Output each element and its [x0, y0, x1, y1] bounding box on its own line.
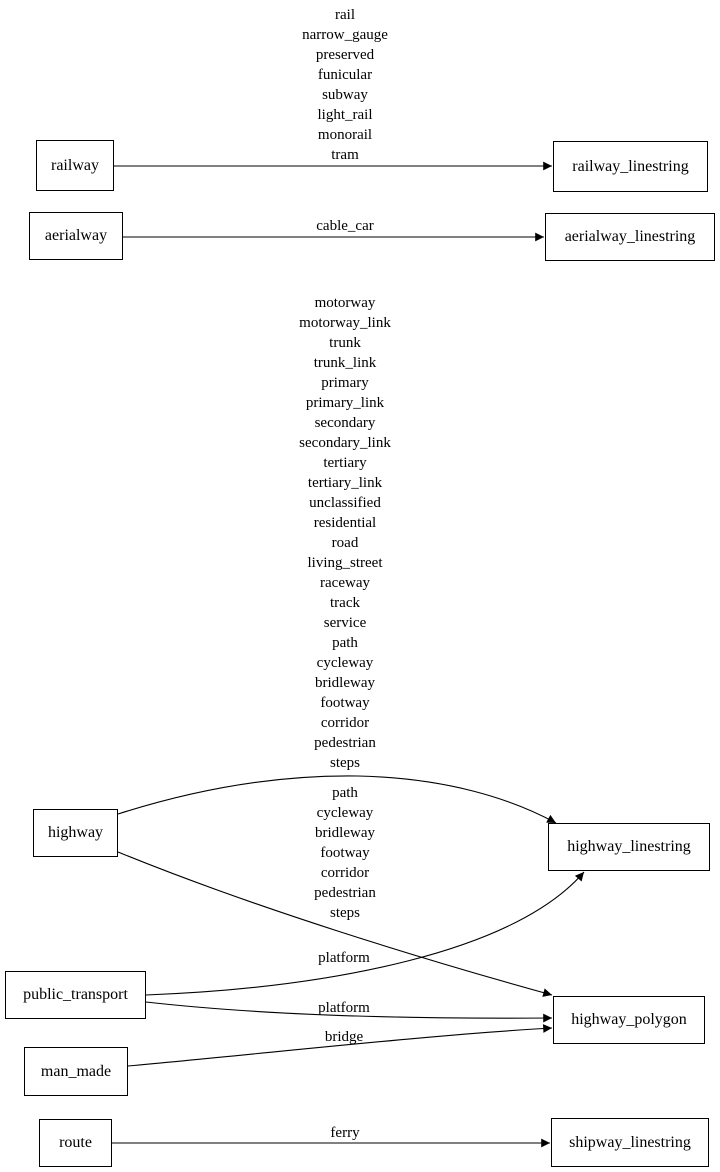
edge-label-cable-car: cable_car [316, 218, 374, 234]
edge-value: steps [330, 755, 360, 771]
edge-value: tram [331, 147, 359, 163]
edge-value: bridleway [315, 825, 375, 841]
edge-value: road [331, 535, 359, 551]
edge-label-highway-polygon-values [245, 783, 445, 923]
edge-value: residential [313, 515, 377, 531]
edge-value: secondary [314, 415, 376, 431]
node-public-transport: public_transport [5, 971, 146, 1019]
edge-value: cycleway [316, 805, 374, 821]
edge-value: motorway [314, 295, 376, 311]
edge-value: path [332, 785, 358, 801]
edge-value: trunk_link [313, 355, 377, 371]
edge-value: pedestrian [314, 735, 376, 751]
edge-value: narrow_gauge [302, 27, 388, 43]
edge-value: primary [321, 375, 369, 391]
edge-value: living_street [307, 555, 383, 571]
node-man-made: man_made [24, 1047, 128, 1096]
edge-value: corridor [320, 865, 370, 881]
edge-value: motorway_link [299, 315, 391, 331]
edge-value: primary_link [305, 395, 385, 411]
node-railway-linestring: railway_linestring [553, 141, 708, 192]
edge-value: preserved [315, 47, 375, 63]
node-shipway-linestring: shipway_linestring [551, 1118, 709, 1167]
edge-label-railway-values [245, 5, 445, 165]
edge-value: funicular [317, 67, 373, 83]
edge-value: monorail [317, 127, 373, 143]
edge-value: unclassified [309, 495, 381, 511]
edge-value: tertiary_link [307, 475, 383, 491]
node-highway-polygon: highway_polygon [553, 996, 705, 1044]
edge-value: steps [330, 905, 360, 921]
edge-value: service [323, 615, 367, 631]
edge-value: light_rail [317, 107, 373, 123]
edge-value: corridor [320, 715, 370, 731]
edge-value: footway [320, 845, 370, 861]
edge-value: footway [320, 695, 370, 711]
edge-label-bridge: bridge [324, 1029, 364, 1045]
node-highway-linestring: highway_linestring [548, 823, 710, 871]
edge-value: cycleway [316, 655, 374, 671]
edge-label-highway-linestring-values [245, 293, 445, 773]
node-railway: railway [36, 140, 114, 191]
edge-value: raceway [320, 575, 370, 591]
edge-value: bridleway [315, 675, 375, 691]
edge-value: subway [322, 87, 368, 103]
edge-value: secondary_link [299, 435, 391, 451]
edge-label-platform-linestring: platform [318, 950, 370, 966]
node-aerialway: aerialway [29, 212, 123, 260]
edge-label-ferry: ferry [330, 1125, 360, 1141]
edge-value: tertiary [323, 455, 367, 471]
edge-value: rail [335, 7, 355, 23]
edge-label-platform-polygon: platform [318, 1000, 370, 1016]
node-aerialway-linestring: aerialway_linestring [545, 213, 715, 261]
edge-value: trunk [329, 335, 361, 351]
edge-value: path [332, 635, 358, 651]
node-highway: highway [33, 809, 118, 857]
node-route: route [39, 1119, 112, 1167]
edge-value: pedestrian [314, 885, 376, 901]
edge-value: track [330, 595, 360, 611]
